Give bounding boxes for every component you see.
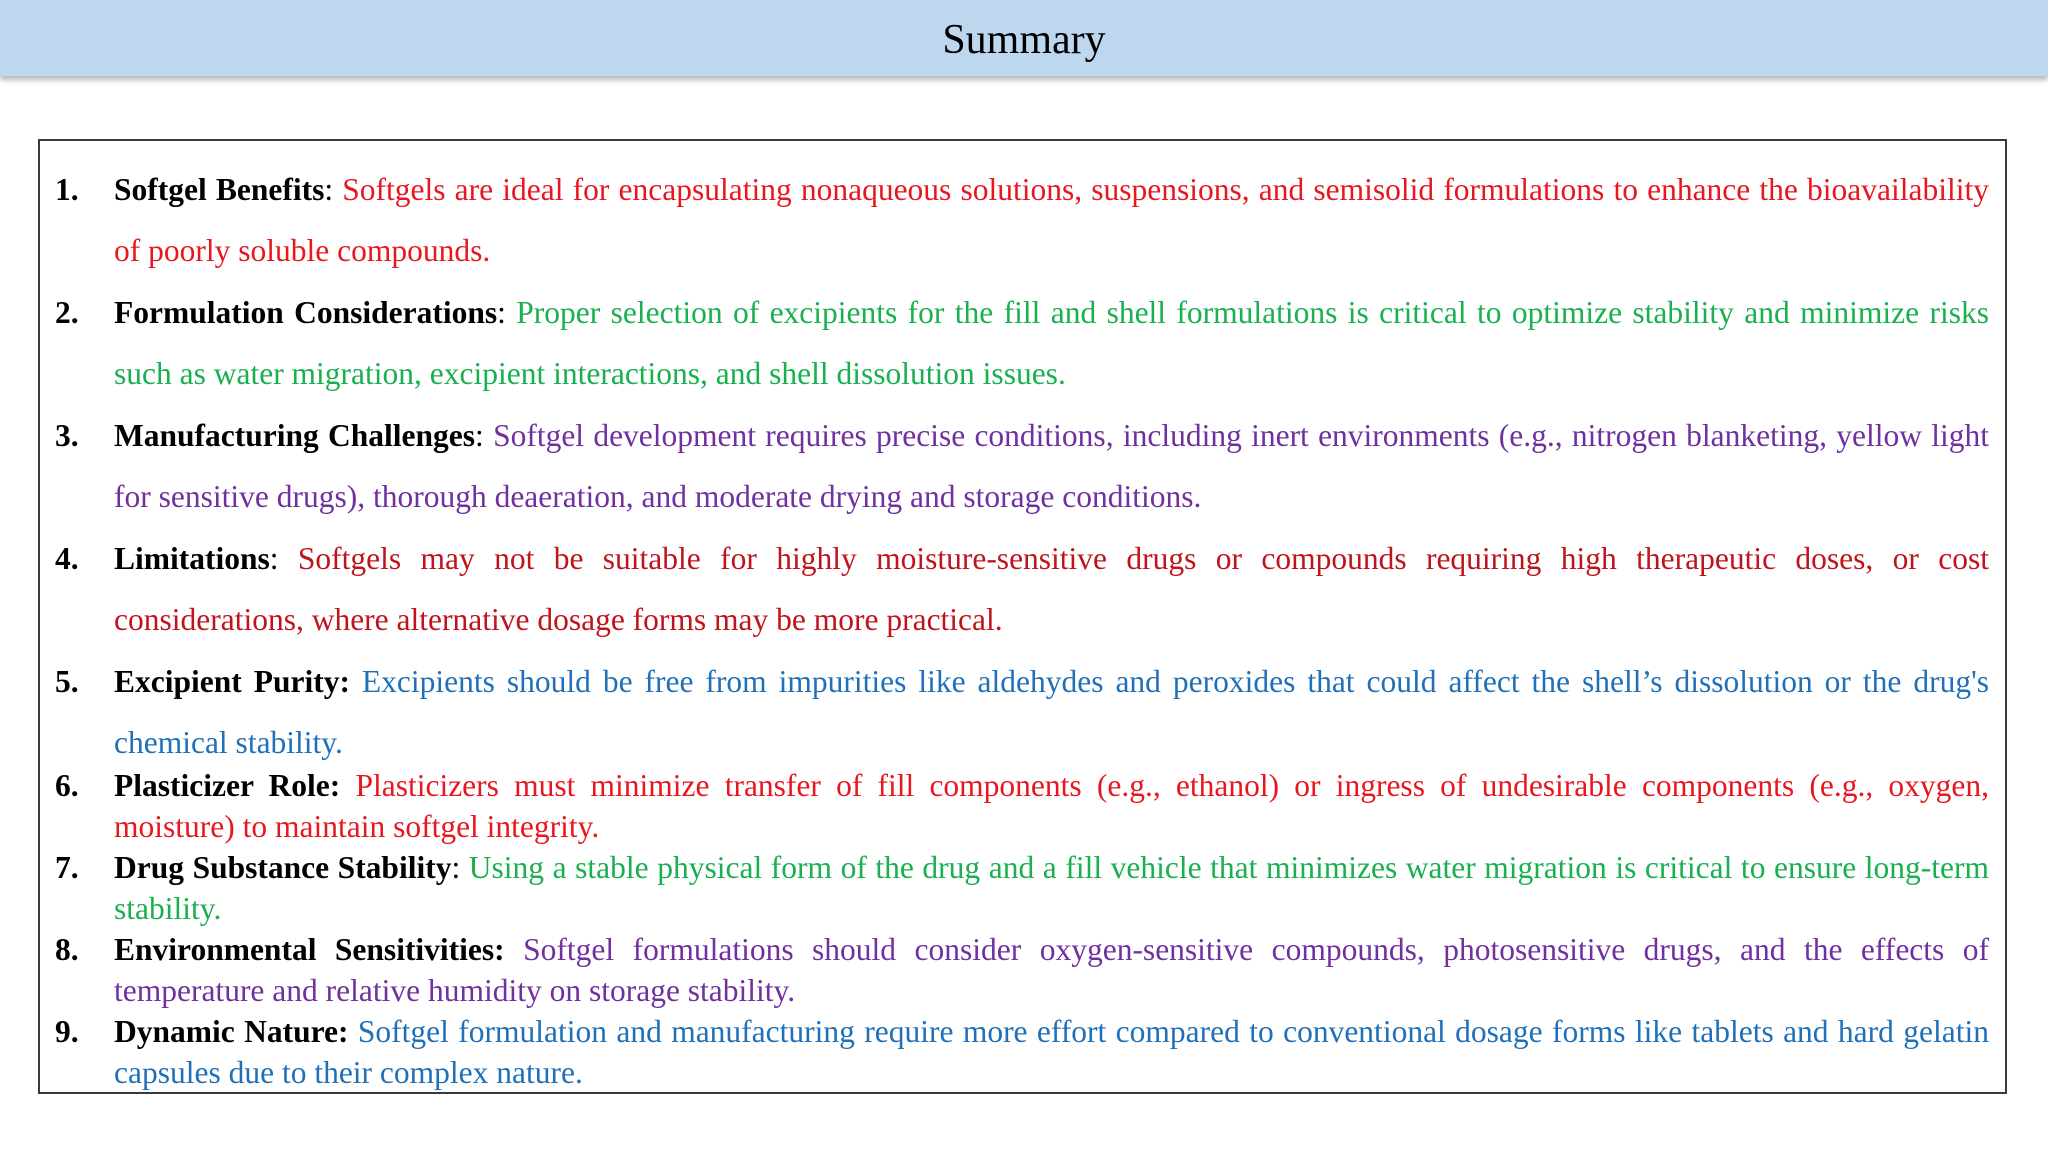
item-separator: :	[324, 172, 334, 207]
item-heading: Excipient Purity:	[114, 664, 350, 699]
summary-item-5	[40, 651, 2005, 773]
item-heading: Dynamic Nature:	[114, 1014, 349, 1049]
item-separator: :	[475, 418, 484, 453]
item-heading: Limitations	[114, 541, 270, 576]
item-body: Plasticizers must minimize transfer of fill components (e.g., ethanol) or ingress of undesirable components (e.g., oxygen, moisture) to maintain softgel integrity.	[114, 768, 1989, 844]
item-separator: :	[269, 541, 279, 576]
item-heading: Manufacturing Challenges	[114, 418, 476, 453]
item-heading: Formulation Considerations	[114, 295, 498, 330]
summary-item-3	[40, 405, 2005, 527]
item-body: Proper selection of excipients for the fill and shell formulations is critical to optimize stability and minimize risks such as water migration, excipient interactions, and shell dissolution issues.	[114, 295, 1989, 391]
summary-box	[38, 139, 2007, 1094]
item-heading: Plasticizer Role:	[114, 768, 341, 803]
item-number: 9.	[55, 1014, 79, 1049]
item-body: Softgel formulation and manufacturing require more effort compared to conventional dosage forms like tablets and hard gelatin capsules due to their complex nature.	[114, 1014, 1989, 1090]
summary-item-8	[40, 929, 2005, 1011]
item-number: 4.	[55, 541, 79, 576]
item-number: 5.	[55, 664, 79, 699]
item-number: 7.	[55, 850, 79, 885]
summary-item-4	[40, 528, 2005, 650]
item-body: Using a stable physical form of the drug and a fill vehicle that minimizes water migration is critical to ensure long-term stability.	[114, 850, 1990, 926]
item-body: Softgels may not be suitable for highly moisture-sensitive drugs or compounds requiring high therapeutic doses, or cost considerations, where alternative dosage forms may be more practical.	[114, 541, 1989, 637]
title-bar	[0, 0, 2048, 76]
item-separator: :	[451, 850, 461, 885]
item-number: 1.	[55, 172, 79, 207]
item-body: Softgel formulations should consider oxygen-sensitive compounds, photosensitive drugs, and the effects of temperature and relative humidity on storage stability.	[114, 932, 1990, 1008]
summary-item-1	[40, 159, 2005, 281]
summary-item-9	[40, 1011, 2005, 1093]
summary-item-7	[40, 847, 2005, 929]
item-number: 8.	[55, 932, 79, 967]
item-body: Softgels are ideal for encapsulating nonaqueous solutions, suspensions, and semisolid formulations to enhance the bioavailability of poorly soluble compounds.	[114, 172, 1989, 268]
item-separator: :	[497, 295, 506, 330]
summary-item-6	[40, 765, 2005, 847]
page-title: Summary	[942, 17, 1106, 63]
item-heading: Environmental Sensitivities:	[114, 932, 505, 967]
summary-item-2	[40, 282, 2005, 404]
item-heading: Softgel Benefits	[114, 172, 325, 207]
item-body: Softgel development requires precise conditions, including inert environments (e.g., nitrogen blanketing, yellow light for sensitive drugs), thorough deaeration, and moderate drying and storage conditions.	[114, 418, 1989, 514]
item-number: 2.	[55, 295, 79, 330]
item-heading: Drug Substance Stability	[114, 850, 452, 885]
item-number: 3.	[55, 418, 79, 453]
item-body: Excipients should be free from impurities like aldehydes and peroxides that could affect the shell’s dissolution or the drug's chemical stability.	[114, 664, 1990, 760]
item-number: 6.	[55, 768, 79, 803]
